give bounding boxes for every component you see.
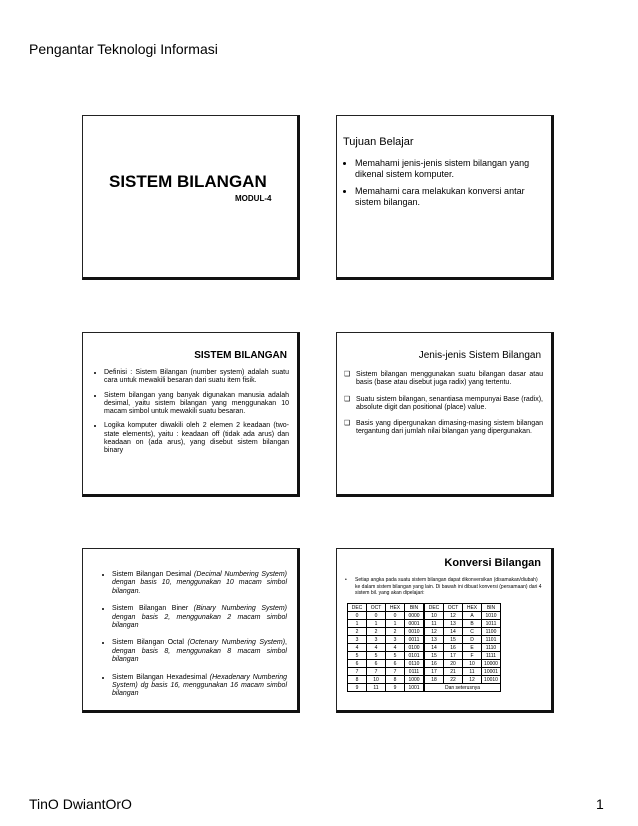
bullet-item: • Sistem Bilangan Octal (Octenary Numbering System), dengan basis 8, menggunakan 8 macam simbol bilangan <box>112 639 287 664</box>
slide-title <box>82 115 300 280</box>
table-cell: 0000 <box>405 612 424 620</box>
table-cell: 7 <box>348 668 367 676</box>
slide-heading: Jenis-jenis Sistem Bilangan <box>418 350 541 361</box>
bullet-item: • Sistem Bilangan Hexadesimal (Hexadenary Numbering System) dg basis 16, menggunakan 16 macam simbol bilangan <box>112 674 287 699</box>
table-cell: 15 <box>444 636 463 644</box>
table-cell: 1010 <box>482 612 501 620</box>
table-cell: 9 <box>348 684 367 692</box>
table-cell: 4 <box>386 644 405 652</box>
table-cell: 1 <box>348 620 367 628</box>
bullet-item: ❑ Suatu sistem bilangan, senantiasa mempunyai Base (radix), absolute digit dan positional (place) value. <box>356 396 543 413</box>
table-cell: 11 <box>367 684 386 692</box>
table-cell: 8 <box>348 676 367 684</box>
table-row <box>348 628 424 636</box>
table-cell: 10000 <box>482 660 501 668</box>
table-cell: 7 <box>367 668 386 676</box>
table-cell: 1001 <box>405 684 424 692</box>
table-cell: 21 <box>444 668 463 676</box>
table-cell: 7 <box>386 668 405 676</box>
table-cell: 14 <box>444 628 463 636</box>
table-cell: 0011 <box>405 636 424 644</box>
page-footer-author: TinO DwiantOrO <box>29 796 132 812</box>
table-cell: 17 <box>425 668 444 676</box>
table-cell: 16 <box>425 660 444 668</box>
table-cell: 12 <box>444 612 463 620</box>
table-row <box>348 636 424 644</box>
bullet-item: • Definisi : Sistem Bilangan (number system) adalah suatu cara untuk mewakili besaran dari suatu item fisik. <box>104 369 289 386</box>
table-cell: 1 <box>367 620 386 628</box>
table-row <box>425 620 501 628</box>
table-row <box>425 668 501 676</box>
table-row <box>348 620 424 628</box>
table-cell: A <box>463 612 482 620</box>
table-cell: 10 <box>425 612 444 620</box>
table-row <box>425 636 501 644</box>
table-cell: 18 <box>425 676 444 684</box>
table-cell: 6 <box>348 660 367 668</box>
bullet-item: • Sistem Bilangan Desimal (Decimal Numbering System) dengan basis 10, menggunakan 10 macam simbol bilangan. <box>112 571 287 596</box>
table-cell: 1111 <box>482 652 501 660</box>
table-row <box>425 660 501 668</box>
table-cell: 10 <box>367 676 386 684</box>
table-cell: 16 <box>444 644 463 652</box>
table-cell: 6 <box>386 660 405 668</box>
table-cell: 3 <box>367 636 386 644</box>
table-cell: 0010 <box>405 628 424 636</box>
table-cell: 5 <box>348 652 367 660</box>
page-number: 1 <box>596 796 604 812</box>
table-cell: 0111 <box>405 668 424 676</box>
table-header-row <box>425 604 501 612</box>
table-row <box>425 652 501 660</box>
table-cell: 4 <box>348 644 367 652</box>
slide-heading: Tujuan Belajar <box>343 136 414 148</box>
conversion-intro: • Setiap angka pada suatu sistem bilangan dapat dikonversikan (disamakan/diubah) ke dalam sistem bilangan yang lain. Di bawah ini dibuat konversi (persamaan) dari 4 sistem bil. yang akan dipelajari: <box>345 577 543 597</box>
table-cell: F <box>463 652 482 660</box>
table-cell: 22 <box>444 676 463 684</box>
table-row <box>348 684 424 692</box>
table-cell: 5 <box>386 652 405 660</box>
table-cell: 4 <box>367 644 386 652</box>
table-cell: 5 <box>367 652 386 660</box>
table-cell: 14 <box>425 644 444 652</box>
slide-definition <box>82 332 300 497</box>
table-cell: 10001 <box>482 668 501 676</box>
table-header-cell: OCT <box>444 604 463 612</box>
table-header-cell: BIN <box>482 604 501 612</box>
table-cell: B <box>463 620 482 628</box>
table-header-cell: DEC <box>348 604 367 612</box>
table-cell: 9 <box>386 684 405 692</box>
table-cell: 1101 <box>482 636 501 644</box>
slide-heading: Konversi Bilangan <box>444 557 541 569</box>
bullet-item: ❑ Sistem bilangan menggunakan suatu bilangan dasar atau basis (base atau disebut juga radix) yang tertentu. <box>356 371 543 388</box>
page-header: Pengantar Teknologi Informasi <box>29 41 218 57</box>
table-cell: 2 <box>367 628 386 636</box>
table-cell: 13 <box>444 620 463 628</box>
bullet-item: • Sistem bilangan yang banyak digunakan manusia adalah desimal, yaitu sistem bilangan yang menggunakan 10 macam simbol untuk mewakili suatu besaran. <box>104 392 289 417</box>
table-cell: 1100 <box>482 628 501 636</box>
table-row <box>425 628 501 636</box>
table-row <box>425 684 501 692</box>
table-cell: 0100 <box>405 644 424 652</box>
table-cell: 12 <box>425 628 444 636</box>
table-row <box>425 612 501 620</box>
conversion-table-right <box>424 603 501 692</box>
table-cell: 0110 <box>405 660 424 668</box>
table-cell: 1 <box>386 620 405 628</box>
table-cell: D <box>463 636 482 644</box>
table-header-row <box>348 604 424 612</box>
table-cell: 0 <box>386 612 405 620</box>
table-cell: 1110 <box>482 644 501 652</box>
slide-heading: SISTEM BILANGAN <box>194 350 287 361</box>
slide-conversion <box>336 548 554 713</box>
table-row <box>425 644 501 652</box>
table-cell: C <box>463 628 482 636</box>
table-cell: 2 <box>386 628 405 636</box>
table-cell: E <box>463 644 482 652</box>
table-cell: 10010 <box>482 676 501 684</box>
table-cell: 1000 <box>405 676 424 684</box>
bullet-item: • Memahami cara melakukan konversi antar sistem bilangan. <box>355 186 545 209</box>
slide-subtitle: MODUL-4 <box>235 194 272 203</box>
slide-objectives <box>336 115 554 280</box>
bullet-item: • Memahami jenis-jenis sistem bilangan yang dikenal sistem komputer. <box>355 158 545 181</box>
table-cell: 12 <box>463 676 482 684</box>
table-cell: 20 <box>444 660 463 668</box>
slide-number-systems <box>82 548 300 713</box>
table-cell: 10 <box>463 660 482 668</box>
table-header-cell: DEC <box>425 604 444 612</box>
table-cell: 0001 <box>405 620 424 628</box>
table-row <box>348 612 424 620</box>
table-cell: 1011 <box>482 620 501 628</box>
table-header-cell: BIN <box>405 604 424 612</box>
table-cell: 6 <box>367 660 386 668</box>
table-cell: 3 <box>386 636 405 644</box>
table-row <box>348 668 424 676</box>
bullet-item: • Logika komputer diwakili oleh 2 elemen 2 keadaan (two-state elements), yaitu : keadaan off (tidak ada arus) dan keadaan on (ada arus), yang disebut sistem bilangan binary <box>104 422 289 455</box>
table-header-cell: HEX <box>386 604 405 612</box>
bullet-item: ❑ Basis yang dipergunakan dimasing-masing sistem bilangan tergantung dari jumlah nilai bilangan yang dipergunakan. <box>356 420 543 437</box>
bullet-item: • Sistem Bilangan Biner (Binary Numbering System) dengan basis 2, menggunakan 2 macam simbol bilangan <box>112 605 287 630</box>
table-cell: 11 <box>463 668 482 676</box>
table-cell: 13 <box>425 636 444 644</box>
table-row <box>348 676 424 684</box>
table-header-cell: OCT <box>367 604 386 612</box>
table-cell: 0 <box>367 612 386 620</box>
table-cell: 15 <box>425 652 444 660</box>
table-row <box>348 644 424 652</box>
table-row <box>425 676 501 684</box>
table-footer-cell: Dan seterusnya <box>425 684 501 692</box>
table-row <box>348 652 424 660</box>
table-cell: 8 <box>386 676 405 684</box>
table-cell: 0101 <box>405 652 424 660</box>
table-header-cell: HEX <box>463 604 482 612</box>
slide-types <box>336 332 554 497</box>
table-cell: 3 <box>348 636 367 644</box>
table-cell: 2 <box>348 628 367 636</box>
conversion-table-left <box>347 603 424 692</box>
table-row <box>348 660 424 668</box>
slide-main-title: SISTEM BILANGAN <box>109 172 267 191</box>
table-cell: 0 <box>348 612 367 620</box>
table-cell: 11 <box>425 620 444 628</box>
table-cell: 17 <box>444 652 463 660</box>
